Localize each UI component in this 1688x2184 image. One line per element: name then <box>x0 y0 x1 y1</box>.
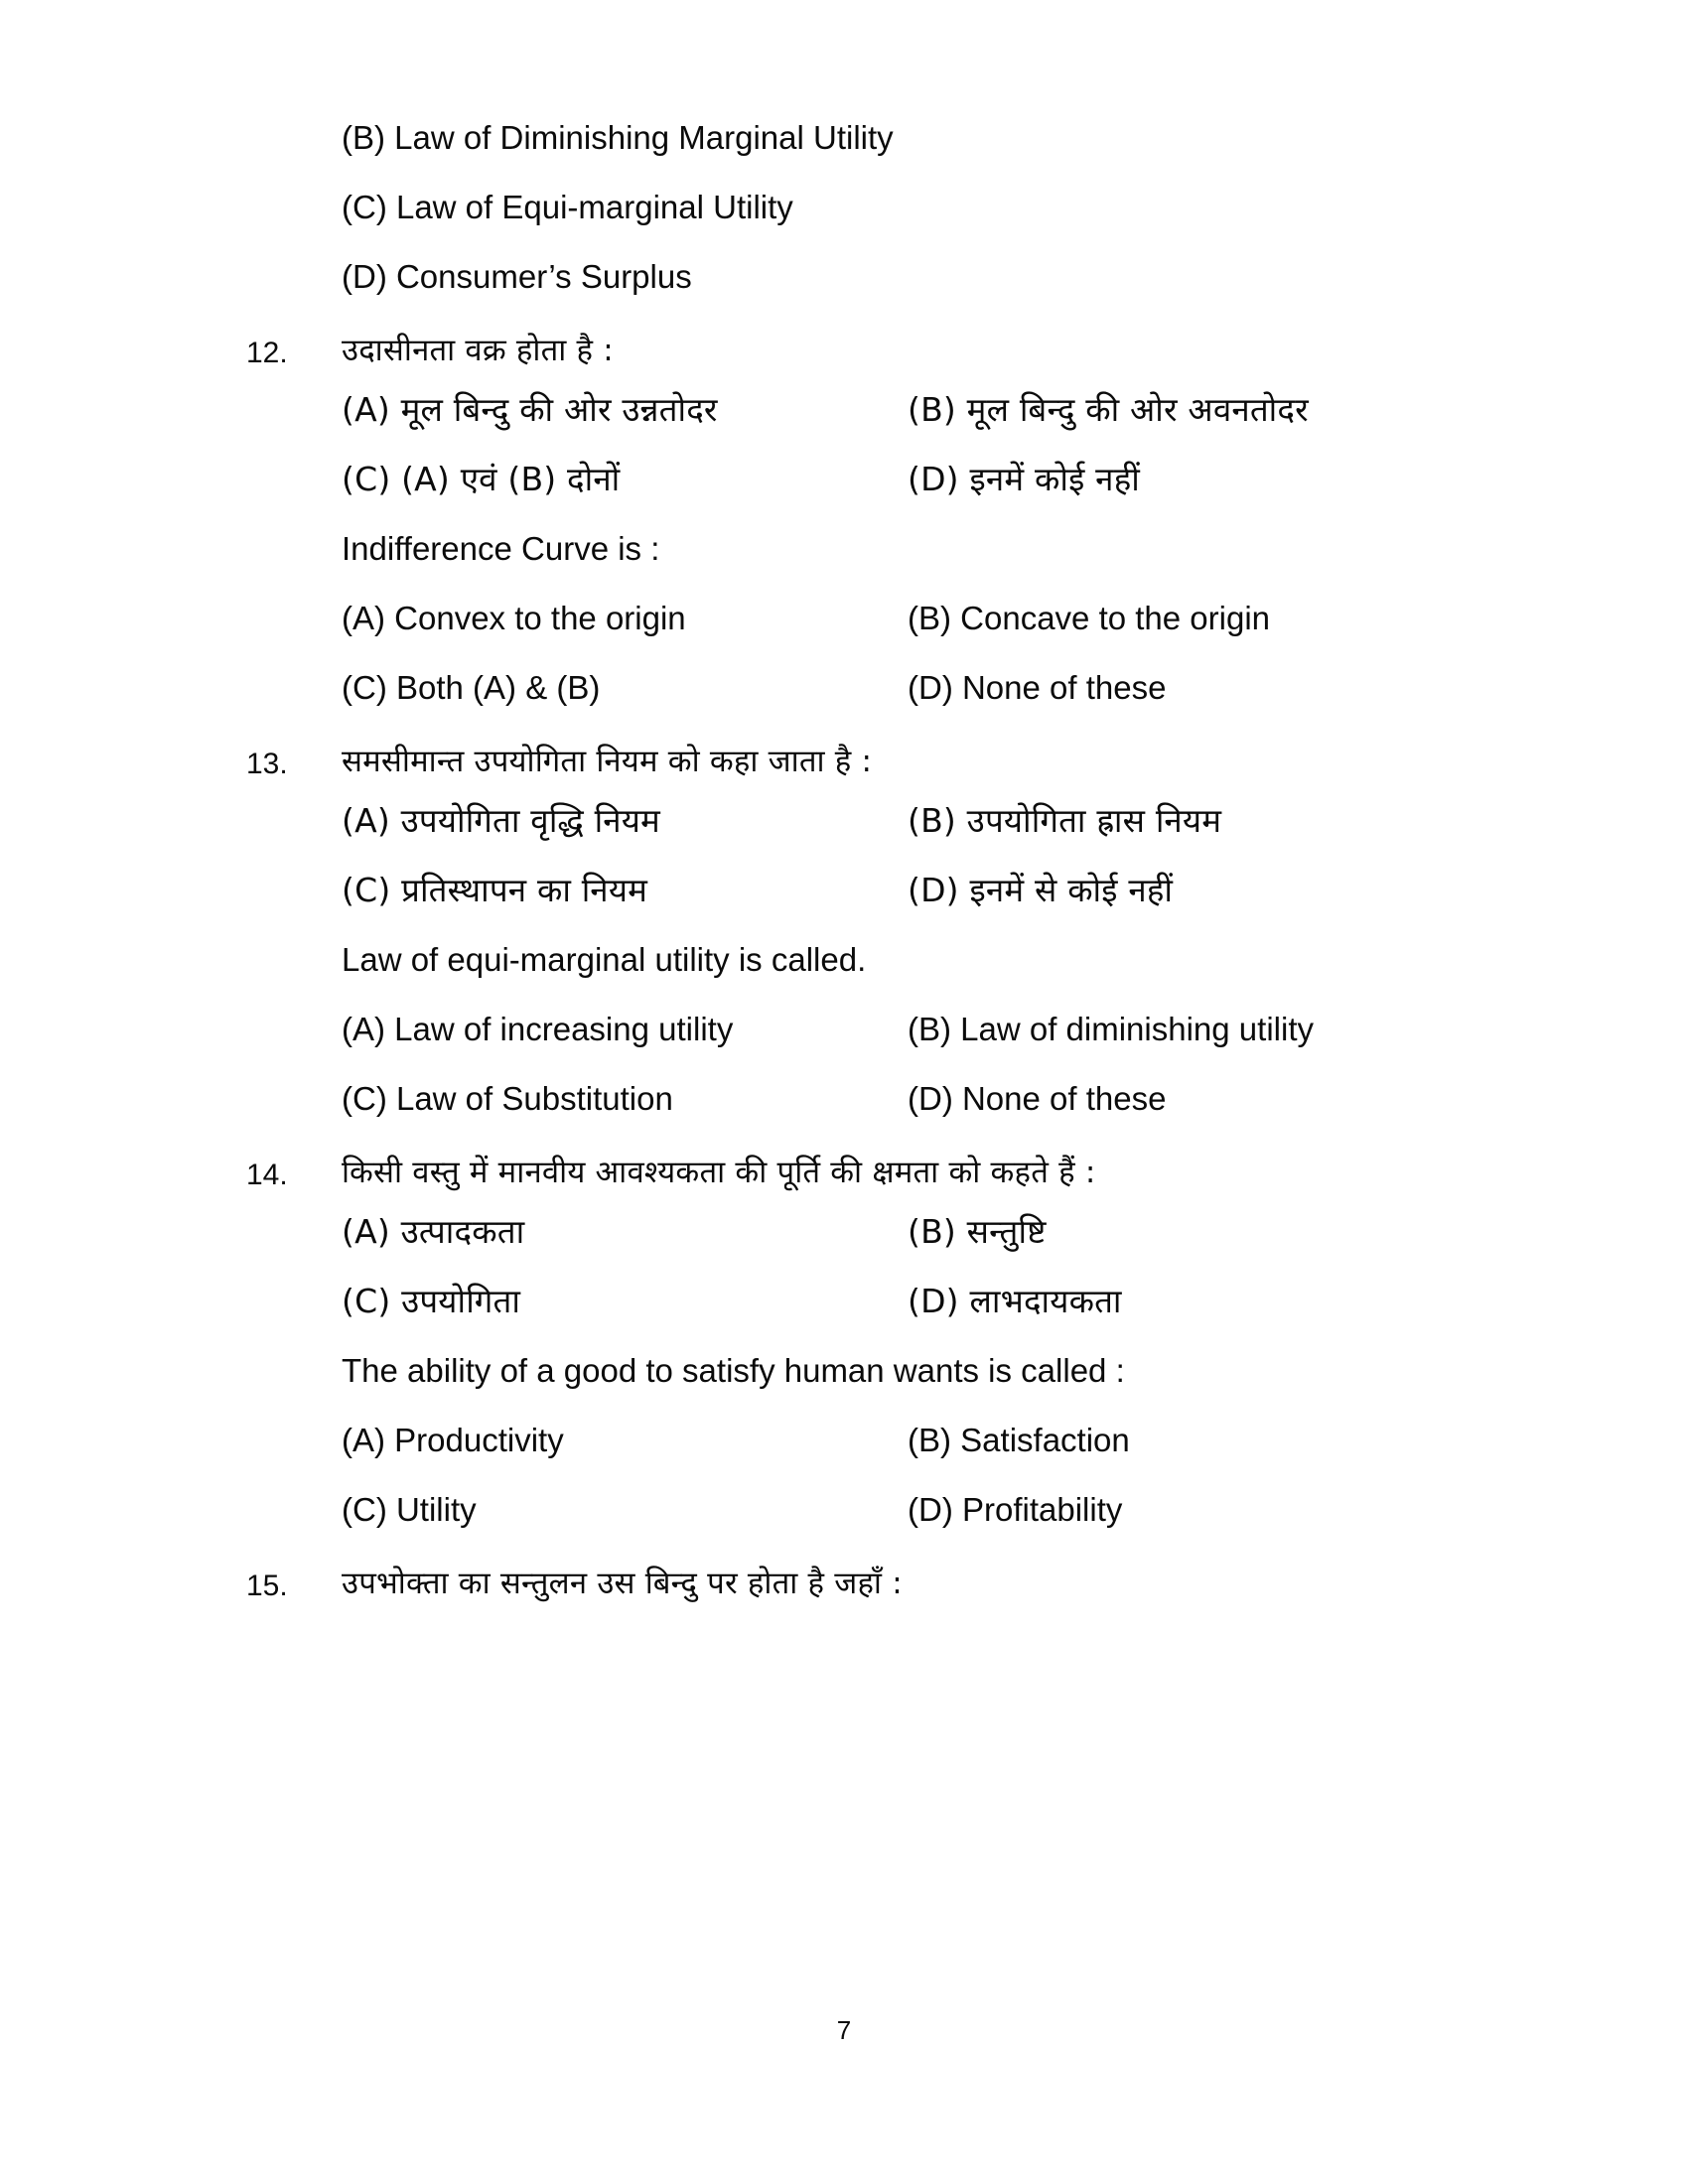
question-14-option-b-english[interactable]: (B) Satisfaction <box>908 1422 1130 1458</box>
question-12-stem-hindi: उदासीनता वक्र होता है : <box>342 333 614 368</box>
continued-options-block <box>342 103 1438 312</box>
page-number: 7 <box>836 2015 852 2045</box>
question-12-option-b-english[interactable]: (B) Concave to the origin <box>908 600 1271 636</box>
question-13-option-c-hindi[interactable]: (C) प्रतिस्थापन का नियम <box>342 871 648 909</box>
option-row <box>342 1267 1438 1336</box>
question-12-option-c-hindi[interactable]: (C) (A) एवं (B) दोनों <box>342 460 621 498</box>
option-row <box>342 653 1438 723</box>
question-13-option-d-hindi[interactable]: (D) इनमें से कोई नहीं <box>908 871 1174 909</box>
question-13-stem-row <box>246 739 1438 786</box>
question-13-option-a-hindi[interactable]: (A) उपयोगिता वृद्धि नियम <box>342 801 660 840</box>
question-13-stem-english: Law of equi-marginal utility is called. <box>342 941 867 978</box>
question-12-option-a-hindi[interactable]: (A) मूल बिन्दु की ओर उन्नतोदर <box>342 390 718 429</box>
question-14-option-a-english[interactable]: (A) Productivity <box>342 1422 564 1458</box>
question-15-stem-row <box>246 1561 1438 1608</box>
option-row <box>342 584 1438 653</box>
option-row <box>342 445 1438 514</box>
question-12-option-a-english[interactable]: (A) Convex to the origin <box>342 600 686 636</box>
option-b-continued: (B) Law of Diminishing Marginal Utility <box>342 119 894 156</box>
option-row <box>342 856 1438 925</box>
question-14-option-d-hindi[interactable]: (D) लाभदायकता <box>908 1282 1122 1320</box>
question-13-option-a-english[interactable]: (A) Law of increasing utility <box>342 1011 734 1047</box>
spacer <box>246 1134 1438 1150</box>
option-row <box>342 1475 1438 1545</box>
question-13-option-b-hindi[interactable]: (B) उपयोगिता ह्रास नियम <box>908 801 1222 840</box>
question-14-option-a-hindi[interactable]: (A) उत्पादकता <box>342 1212 525 1251</box>
question-14-number: 14. <box>246 1159 288 1191</box>
question-13-option-d-english[interactable]: (D) None of these <box>908 1080 1167 1117</box>
option-row <box>342 1406 1438 1475</box>
spacer <box>246 312 1438 328</box>
question-13-option-b-english[interactable]: (B) Law of diminishing utility <box>908 1011 1314 1047</box>
question-15-number: 15. <box>246 1570 288 1602</box>
question-14-option-d-english[interactable]: (D) Profitability <box>908 1491 1123 1528</box>
question-14-option-c-english[interactable]: (C) Utility <box>342 1491 477 1528</box>
question-14-option-c-hindi[interactable]: (C) उपयोगिता <box>342 1282 521 1320</box>
spacer <box>246 723 1438 739</box>
question-14-stem-hindi: किसी वस्तु में मानवीय आवश्यकता की पूर्ति की क्षमता को कहते हैं : <box>342 1155 1096 1190</box>
option-row <box>342 1064 1438 1134</box>
question-14 <box>246 1150 1438 1545</box>
question-13-stem-hindi: समसीमान्त उपयोगिता नियम को कहा जाता है : <box>342 744 873 779</box>
question-14-stem-english: The ability of a good to satisfy human wants is called : <box>342 1352 1125 1389</box>
option-row <box>342 375 1438 445</box>
question-13 <box>246 739 1438 1134</box>
question-13-option-c-english[interactable]: (C) Law of Substitution <box>342 1080 673 1117</box>
question-14-options-hindi <box>342 1197 1438 1545</box>
question-14-stem-row <box>246 1150 1438 1197</box>
question-12-option-c-english[interactable]: (C) Both (A) & (B) <box>342 669 601 706</box>
option-d-continued: (D) Consumer’s Surplus <box>342 258 692 295</box>
question-12-options-hindi <box>342 375 1438 723</box>
question-12-option-b-hindi[interactable]: (B) मूल बिन्दु की ओर अवनतोदर <box>908 390 1309 429</box>
question-12 <box>246 328 1438 723</box>
question-12-option-d-hindi[interactable]: (D) इनमें कोई नहीं <box>908 460 1140 498</box>
question-14-option-b-hindi[interactable]: (B) सन्तुष्टि <box>908 1212 1047 1251</box>
question-12-number: 12. <box>246 337 288 369</box>
option-row <box>342 995 1438 1064</box>
question-13-number: 13. <box>246 748 288 780</box>
question-13-options-hindi <box>342 786 1438 1134</box>
question-15 <box>246 1561 1438 1608</box>
spacer <box>246 1545 1438 1561</box>
question-12-option-d-english[interactable]: (D) None of these <box>908 669 1167 706</box>
option-row <box>342 786 1438 856</box>
option-c-continued: (C) Law of Equi-marginal Utility <box>342 189 793 225</box>
option-row <box>342 1197 1438 1267</box>
question-12-stem-english: Indifference Curve is : <box>342 530 660 567</box>
question-15-stem-hindi: उपभोक्ता का सन्तुलन उस बिन्दु पर होता है जहाँ : <box>342 1566 903 1601</box>
question-content <box>246 103 1438 1608</box>
question-12-stem-row <box>246 328 1438 375</box>
